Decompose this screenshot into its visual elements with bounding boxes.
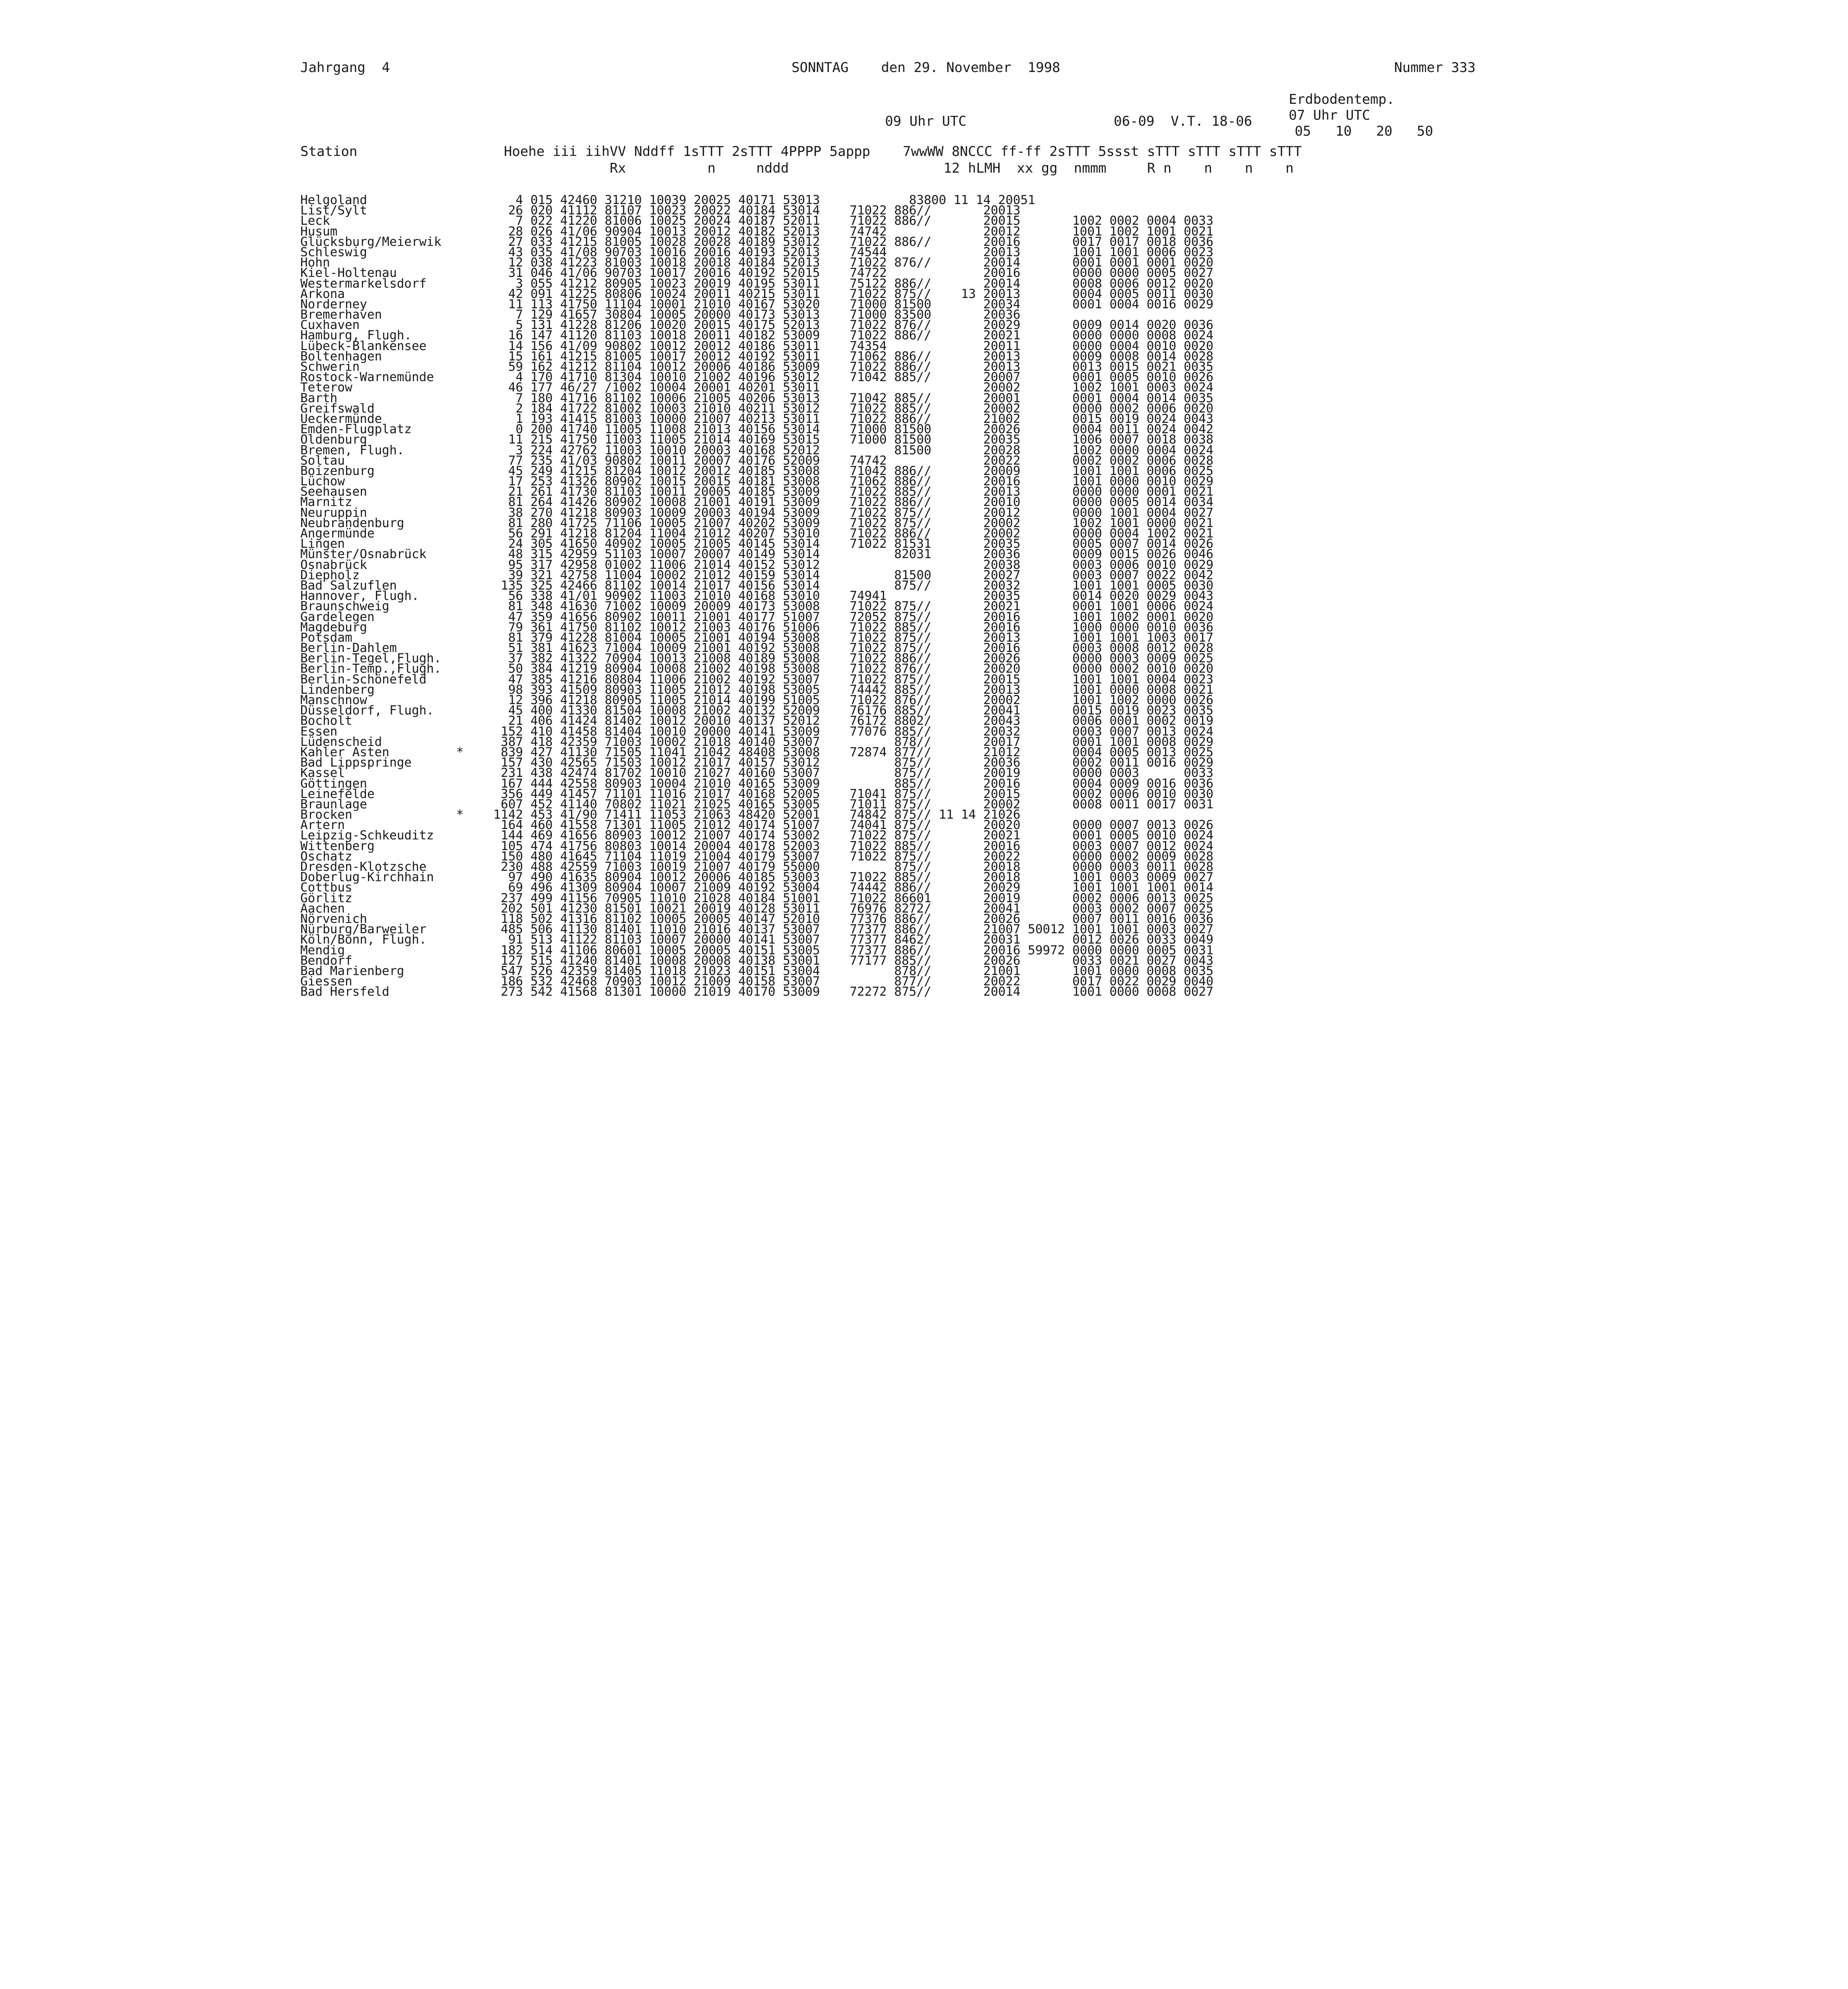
station-row: Bendorf 127 515 41240 81401 10008 20008 40138 53001 77177 885// 20026 0033 0021 0027 0043 xyxy=(300,953,1214,968)
day-label: SONNTAG xyxy=(792,60,849,76)
station-row: Bad Lippspringe 157 430 42565 71503 10012 21017 40157 53012 875// 20036 0002 0011 0016 0029 xyxy=(300,755,1214,770)
station-row: Wittenberg 105 474 41756 80803 10014 20004 40178 52003 71022 885// 20016 0003 0007 0012 0024 xyxy=(300,839,1214,853)
station-row: Gardelegen 47 359 41656 80902 10011 21001 40177 51007 72052 875// 20016 1001 1002 0001 0020 xyxy=(300,609,1214,624)
station-row: Greifswald 2 184 41722 81002 10003 21010 40211 53012 71022 885// 20002 0000 0002 0006 0020 xyxy=(300,401,1214,416)
station-row: Essen 152 410 41458 81404 10010 20000 40141 53009 77076 885// 20032 0003 0007 0013 0024 xyxy=(300,724,1214,739)
station-row: Aachen 202 501 41230 81501 10021 20019 40128 53011 76976 8272/ 20041 0003 0002 0007 0025 xyxy=(300,901,1214,916)
station-row: Boizenburg 45 249 41215 81204 10012 20012 40185 53008 71042 886// 20009 1001 1001 0006 0025 xyxy=(300,463,1214,478)
station-row: Marnitz 81 264 41426 80902 10008 21001 40191 53009 71022 886// 20010 0000 0005 0014 0034 xyxy=(300,495,1214,510)
station-row: Cuxhaven 5 131 41228 81206 10020 20015 40175 52013 71022 876// 20029 0009 0014 0020 0036 xyxy=(300,318,1214,333)
station-row: Neuruppin 38 270 41218 80903 10009 20003 40194 53009 71022 875// 20012 0000 1001 0004 0027 xyxy=(300,505,1214,520)
station-row: Lüchow 17 253 41326 80902 10015 20015 40181 53008 71062 886// 20016 1001 0000 0010 0029 xyxy=(300,474,1214,489)
station-row: Bad Marienberg 547 526 42359 81405 11018 21023 40151 53004 878// 21001 1001 0000 0008 0035 xyxy=(300,963,1214,978)
station-row: Hamburg, Flugh. 16 147 41120 81103 10018 20011 40182 53009 71022 886// 20021 0000 0000 0008 0024 xyxy=(300,328,1214,343)
station-row: Lingen 24 305 41650 40902 10005 21005 40145 53014 71022 81531 20035 0005 0007 0014 0026 xyxy=(300,537,1214,551)
station-row: Neubrandenburg 81 280 41725 71106 10005 21007 40202 53009 71022 875// 20002 1002 1001 0000 0021 xyxy=(300,516,1214,530)
station-row: Hannover, Flugh. 56 338 41/01 90902 11003 21010 40168 53010 74941 20035 0014 0020 0029 0043 xyxy=(300,589,1214,603)
date-line xyxy=(792,60,1060,76)
station-row: Westermarkelsdorf 3 055 41212 80905 10023 20019 40195 53011 75122 886// 20014 0008 0006 0012 0020 xyxy=(300,276,1214,291)
station-row: Münster/Osnabrück 48 315 42959 51103 10007 20007 40149 53014 82031 20036 0009 0015 0026 0046 xyxy=(300,547,1214,562)
station-row: Bad Hersfeld 273 542 41568 81301 10000 21019 40170 53009 72272 875// 20014 1001 0000 0008 0027 xyxy=(300,985,1214,999)
station-row: Ueckermünde 1 193 41415 81003 10000 21007 40213 53011 71022 886// 21002 0015 0019 0024 0043 xyxy=(300,411,1214,426)
station-row: Schleswig 43 035 41/08 90703 10016 20016 40193 52013 74544 20013 1001 1001 0006 0023 xyxy=(300,245,1214,259)
station-row: Teterow 46 177 46/27 /1002 10004 20001 40201 53011 20002 1002 1001 0003 0024 xyxy=(300,380,1214,395)
soil-temp-time: 07 Uhr UTC xyxy=(1289,107,1370,123)
station-row: Husum 28 026 41/06 90904 10013 20012 40182 52013 74742 20012 1001 1002 1001 0021 xyxy=(300,224,1214,239)
station-row: Artern 164 460 41558 71301 11005 21012 40174 51007 74041 875// 20020 0000 0007 0013 0026 xyxy=(300,818,1214,833)
station-row: Berlin-Temp.,Flugh. 50 384 41219 80904 10008 21002 40198 53008 71022 876// 20020 0000 0002 0010 0020 xyxy=(300,662,1214,676)
station-row: Düsseldorf, Flugh. 45 400 41330 81504 10008 21002 40132 52009 76176 885// 20041 0015 0019 0023 0035 xyxy=(300,703,1214,718)
date-label: den 29. November 1998 xyxy=(881,60,1060,76)
station-row: Berlin-Tegel,Flugh. 37 382 41322 70904 10013 21008 40189 53008 71022 886// 20026 0000 0003 0009 0025 xyxy=(300,651,1214,666)
station-row: Brocken * 1142 453 41/90 71411 11053 21063 48420 52001 74842 875// 11 14 21026 xyxy=(300,808,1021,822)
station-row: Nörvenich 118 502 41316 81102 10005 20005 40147 52010 77376 886// 20026 0007 0011 0016 0036 xyxy=(300,911,1214,926)
station-row: Seehausen 21 261 41730 81103 10011 20005 40185 53009 71022 885// 20013 0000 0000 0001 0021 xyxy=(300,485,1214,499)
station-row: Oldenburg 11 215 41750 11003 11005 21014 40169 53015 71000 81500 20035 1006 0007 0018 0038 xyxy=(300,432,1214,447)
station-row: Kassel 231 438 42474 81702 10010 21027 40160 53007 875// 20019 0000 0003 0033 xyxy=(300,766,1214,780)
station-row: Norderney 11 113 41750 11104 10001 21010 40167 53020 71000 81500 20034 0001 0004 0016 0029 xyxy=(300,297,1214,311)
station-row: Emden-Flugplatz 0 200 41740 11005 11008 21013 40156 53014 71000 81500 20026 0004 0011 0024 0042 xyxy=(300,422,1214,437)
station-row: Leck 7 022 41220 81006 10025 20024 40187 52011 71022 886// 20015 1002 0002 0004 0033 xyxy=(300,214,1214,228)
station-row: Lindenberg 98 393 41509 80903 11005 21012 40198 53005 74442 885// 20013 1001 0000 0008 0021 xyxy=(300,682,1214,697)
station-row: Kiel-Holtenau 31 046 41/06 90703 10017 20016 40192 52015 74722 20016 0000 0000 0005 0027 xyxy=(300,266,1214,280)
column-header-row-1: Station Hoehe iii iihVV Nddff 1sTTT 2sTTT 4PPPP 5appp 7wwWW 8NCCC ff-ff 2sTTT 5ssst sTTT sTTT sTTT sTTT xyxy=(300,144,1302,160)
station-row: Mendig 182 514 41106 80601 10005 20005 40151 53005 77377 886// 20016 59972 0000 0000 0005 0031 xyxy=(300,943,1214,958)
station-row: Bocholt 21 406 41424 81402 10012 20010 40137 52012 76172 8802/ 20043 0006 0001 0002 0019 xyxy=(300,714,1214,728)
station-row: Hohn 12 038 41223 81003 10018 20018 40184 52013 71022 876// 20014 0001 0001 0001 0020 xyxy=(300,255,1214,270)
station-row: Cottbus 69 496 41309 80904 10007 21009 40192 53004 74442 886// 20029 1001 1001 1001 0014 xyxy=(300,880,1214,895)
issue-number: Nummer 333 xyxy=(1394,60,1476,76)
column-header-row-2: Rx n nddd 12 hLMH xx gg nmmm R n n n n xyxy=(300,160,1294,176)
station-row: Barth 7 180 41716 81102 10006 21005 40206 53013 71042 885// 20001 0001 0004 0014 0035 xyxy=(300,391,1214,405)
station-row: Dresden-Klotzsche 230 488 42559 71003 10019 21007 40179 55000 875// 20018 0000 0003 0011 0028 xyxy=(300,860,1214,874)
station-row: Osnabrück 95 317 42958 01002 11006 21014 40152 53012 20038 0003 0006 0010 0029 xyxy=(300,557,1214,572)
station-row: Angermünde 56 291 41218 81204 11004 21012 40207 53010 71022 886// 20002 0000 0004 1002 0021 xyxy=(300,526,1214,541)
station-row: Braunlage 607 452 41140 70802 11021 21025 40165 53005 71011 875// 20002 0008 0011 0017 0031 xyxy=(300,797,1214,812)
station-row: Boltenhagen 15 161 41215 81005 10017 20012 40192 53011 71062 886// 20013 0009 0008 0014 0028 xyxy=(300,349,1214,364)
station-row: Berlin-Dahlem 51 381 41623 71004 10009 21001 40192 53008 71022 875// 20016 0003 0008 0012 0028 xyxy=(300,641,1214,656)
station-row: Kahler Asten * 839 427 41130 71505 11041 21042 48408 53008 72874 877// 21012 0004 0005 0013 0025 xyxy=(300,745,1214,759)
station-row: Manschnow 12 396 41218 80905 11005 21014 40199 51005 71022 876// 20002 1001 1002 0000 0026 xyxy=(300,693,1214,707)
station-row: Giessen 186 532 42468 70903 10012 21009 40158 53007 877// 20022 0017 0022 0029 0040 xyxy=(300,974,1214,989)
station-row: Magdeburg 79 361 41750 81102 10012 21003 40176 51006 71022 885// 20016 1000 0000 0010 0036 xyxy=(300,620,1214,634)
station-row: Bremerhaven 7 129 41657 30804 10005 20000 40173 53013 71000 83500 20036 xyxy=(300,307,1021,322)
station-row: Rostock-Warnemünde 4 170 41710 81304 10010 21002 40196 53012 71042 885// 20007 0001 0005 0010 0026 xyxy=(300,370,1214,385)
station-row: Göttingen 167 444 42558 80903 10004 21010 40165 53009 885// 20016 0004 0009 0016 0036 xyxy=(300,776,1214,791)
station-row: Görlitz 237 499 41156 70905 11010 21028 40184 51001 71022 86601 20019 0002 0006 0013 0025 xyxy=(300,891,1214,905)
volume-label: Jahrgang 4 xyxy=(300,60,390,76)
station-row: Doberlug-Kirchhain 97 490 41635 80904 10012 20006 40185 53003 71022 885// 20018 1001 0003 0009 0027 xyxy=(300,870,1214,885)
station-row: Nürburg/Barweiler 485 506 41130 81401 11010 21016 40137 53007 77377 886// 21007 50012 1001 1001 0003 0027 xyxy=(300,922,1214,937)
soil-temp-title: Erdbodentemp. xyxy=(1289,91,1395,107)
period-header: 06-09 V.T. 18-06 xyxy=(1114,113,1252,129)
soil-temp-depths: 05 10 20 50 xyxy=(1295,123,1433,139)
station-row: Diepholz 39 321 42758 11004 10002 21012 40159 53014 81500 20027 0003 0007 0022 0042 xyxy=(300,568,1214,582)
station-row: Glücksburg/Meierwik 27 033 41215 81005 10028 20028 40189 53012 71022 886// 20016 0017 0017 0018 0036 xyxy=(300,234,1214,249)
station-row: Soltau 77 235 41/03 90802 10011 20007 40176 52009 74742 20022 0002 0002 0006 0028 xyxy=(300,453,1214,468)
station-row: Leipzig-Schkeuditz 144 469 41656 80903 10012 21007 40174 53002 71022 875// 20021 0001 0005 0010 0024 xyxy=(300,828,1214,843)
station-row: Bad Salzuflen 135 325 42466 81102 10014 21017 40156 53014 875// 20032 1001 1001 0005 0030 xyxy=(300,578,1214,593)
station-row: Potsdam 81 379 41228 81004 10005 21001 40194 53008 71022 875// 20013 1001 1001 1003 0017 xyxy=(300,630,1214,645)
station-row: Berlin-Schönefeld 47 385 41216 80804 11006 21002 40192 53007 71022 875// 20015 1001 1001 0004 0023 xyxy=(300,672,1214,687)
station-row: Lüdenscheid 387 418 42359 71003 10002 21018 40140 53007 878// 20017 0001 1001 0008 0029 xyxy=(300,734,1214,749)
station-row: Bremen, Flugh. 3 224 42762 11003 10010 20003 40168 52012 81500 20028 1002 0000 0004 0024 xyxy=(300,443,1214,457)
station-row: Braunschweig 81 348 41630 71002 10009 20009 40173 53008 71022 875// 20021 0001 1001 0006 0024 xyxy=(300,599,1214,614)
station-row: Arkona 42 091 41225 80806 10024 20011 40215 53011 71022 875// 13 20013 0004 0005 0011 0030 xyxy=(300,286,1214,301)
station-row: Leinefelde 356 449 41457 71101 11016 21017 40168 52005 71041 875// 20015 0002 0006 0010 0030 xyxy=(300,786,1214,801)
station-row: Schwerin 59 162 41212 81104 10012 20006 40186 53009 71022 886// 20013 0013 0015 0021 0035 xyxy=(300,360,1214,374)
station-row: Lübeck-Blankensee 14 156 41/09 90802 10012 20012 40186 53011 74354 20011 0000 0004 0010 0020 xyxy=(300,339,1214,353)
station-row: Helgoland 4 015 42460 31210 10039 20025 40171 53013 83800 11 14 20051 xyxy=(300,193,1035,207)
obs-time-header: 09 Uhr UTC xyxy=(885,113,967,129)
station-row: Köln/Bonn, Flugh. 91 513 41122 81103 10007 20000 40141 53007 77377 8462/ 20031 0012 0026 0033 0049 xyxy=(300,932,1214,947)
station-row: List/Sylt 26 020 41112 81107 10023 20022 40184 53014 71022 886// 20013 xyxy=(300,203,1021,218)
station-table xyxy=(300,195,1214,997)
station-row: Oschatz 150 480 41645 71104 11019 21004 40179 53007 71022 875// 20022 0000 0002 0009 0028 xyxy=(300,849,1214,864)
